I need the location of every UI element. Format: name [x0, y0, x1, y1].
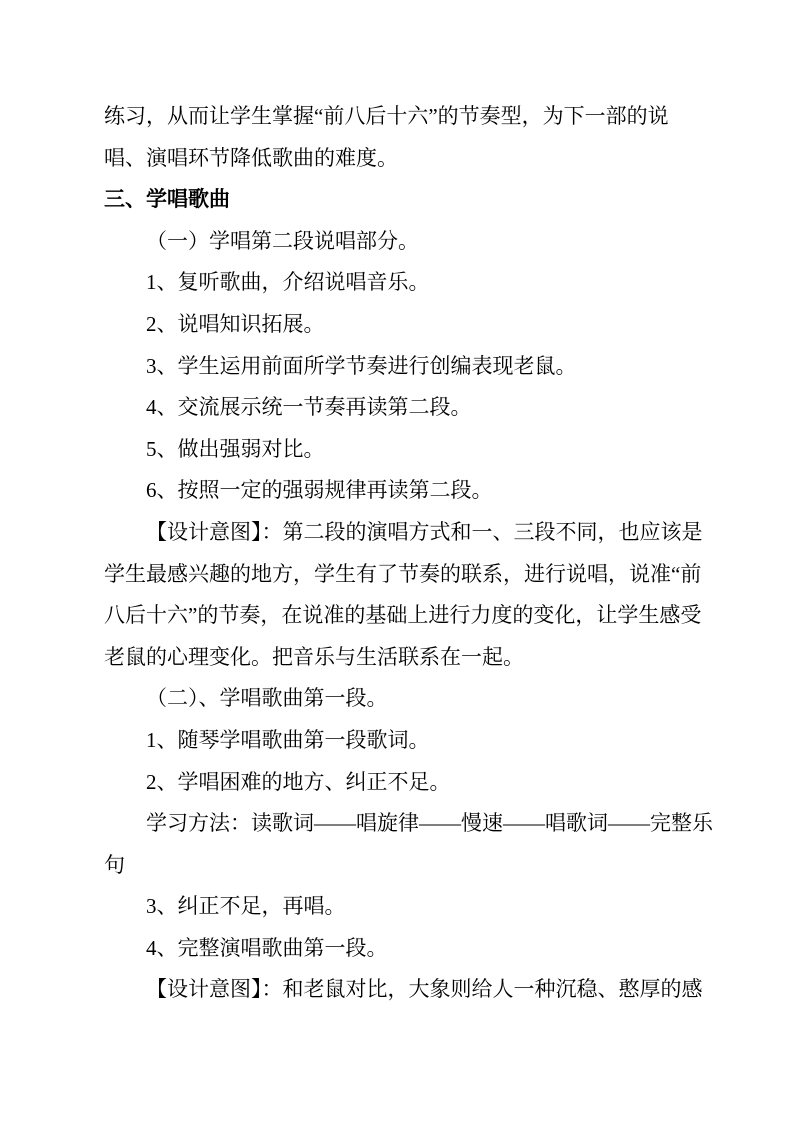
- text-line: 2、学唱困难的地方、纠正不足。: [146, 769, 451, 794]
- text-line: 练习，从而让学生掌握“前八后十六”的节奏型，为下一部的说: [104, 104, 669, 128]
- text-line: 句: [104, 852, 125, 877]
- text-line: 4、完整演唱歌曲第一段。: [146, 935, 388, 960]
- text-line: 老鼠的心理变化。把音乐与生活联系在一起。: [104, 644, 524, 669]
- text-line: 1、随琴学唱歌曲第一段歌词。: [146, 727, 430, 752]
- text-line: 4、交流展示统一节奏再读第二段。: [146, 395, 472, 420]
- text-line: 6、按照一定的强弱规律再读第二段。: [146, 478, 493, 503]
- text-line: 5、做出强弱对比。: [146, 436, 325, 461]
- text-line: 学习方法：读歌词——唱旋律——慢速——唱歌词——完整乐: [146, 811, 713, 836]
- text-line: 3、纠正不足，再唱。: [146, 894, 346, 919]
- text-line: 1、复听歌曲，介绍说唱音乐。: [146, 270, 430, 295]
- text-line: 八后十六”的节奏，在说准的基础上进行力度的变化，让学生感受: [104, 603, 702, 628]
- text-line: 唱、演唱环节降低歌曲的难度。: [104, 145, 398, 170]
- text-line: 学生最感兴趣的地方，学生有了节奏的联系，进行说唱，说准“前: [104, 561, 702, 586]
- text-line: 2、说唱知识拓展。: [146, 311, 325, 336]
- text-line: （二）、学唱歌曲第一段。: [146, 686, 388, 711]
- text-line: 3、学生运用前面所学节奏进行创编表现老鼠。: [146, 353, 577, 378]
- text-line: 【设计意图】：和老鼠对比，大象则给人一种沉稳、憨厚的感: [146, 977, 703, 1002]
- text-line: 【设计意图】：第二段的演唱方式和一、三段不同，也应该是: [146, 519, 703, 544]
- text-line: （一）学唱第二段说唱部分。: [146, 228, 419, 253]
- document-body: [104, 96, 713, 1011]
- section-heading: 三、学唱歌曲: [104, 188, 230, 212]
